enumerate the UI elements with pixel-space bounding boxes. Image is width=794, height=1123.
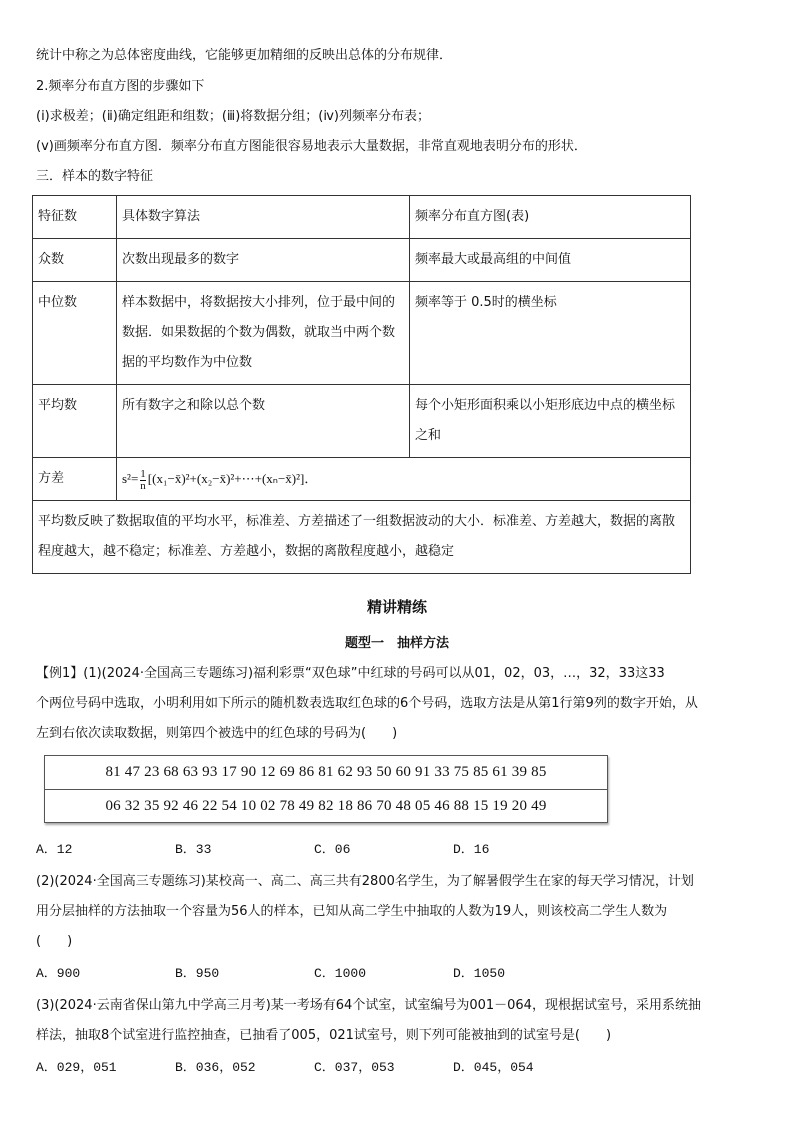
section-heading-3: 三．样本的数字特征 [36,169,154,184]
option-d: D．045，054 [453,1060,534,1075]
variance-formula [117,458,691,501]
feature-table [32,195,691,574]
table-header-cell: 具体数字算法 [117,196,410,239]
question-line: 【例1】(1)(2024·全国高三专题练习)福利彩票“双色球”中红球的号码可以从01，02，03，…，32，33这33 [36,666,665,681]
section-title: 精讲精练 [366,598,427,616]
table-cell: 方差 [33,458,117,501]
table-cell: 频率最大或最高组的中间值 [410,239,691,282]
table-cell: 中位数 [33,282,117,385]
table-footer-row [33,501,691,574]
formula-fraction [140,469,146,492]
table-cell: 次数出现最多的数字 [117,239,410,282]
question-line: 左到右依次读取数据，则第四个被选中的红色球的号码为( ) [36,726,398,741]
option-b: B．33 [175,842,212,857]
intro-line-3: (ⅰ)求极差；(ⅱ)确定组距和组数；(ⅲ)将数据分组；(ⅳ)列频率分布表； [36,109,430,124]
intro-line-2: 2.频率分布直方图的步骤如下 [36,79,205,94]
question-line: (2)(2024·全国高三专题练习)某校高一、高二、高三共有2800名学生，为了解暑假学生在家的每天学习情况，计划 [36,874,694,889]
question-line: (3)(2024·云南省保山第九中学高三月考)某一考场有64个试室，试室编号为001－064，现根据试室号，采用系统抽 [36,998,701,1013]
option-a: A．12 [36,842,73,857]
option-c: C．06 [314,842,351,857]
question-line: 样法，抽取8个试室进行监控抽查，已抽看了005，021试室号，则下列可能被抽到的试室号是( ) [36,1028,612,1043]
table-header-row [33,196,691,239]
answer-blank: ( ) [36,934,73,949]
option-a: A．900 [36,966,81,981]
table-footer-cell: 平均数反映了数据取值的平均水平，标准差、方差描述了一组数据波动的大小．标准差、方差越大，数据的离散程度越大，越不稳定；标准差、方差越小，数据的离散程度越小，越稳定 [33,501,691,574]
question-line: 个两位号码中选取，小明利用如下所示的随机数表选取红色球的6个号码，选取方法是从第1行第9列的数字开始，从 [36,696,698,711]
table-cell: 众数 [33,239,117,282]
option-c: C．1000 [314,966,367,981]
table-row [33,282,691,385]
table-cell: 样本数据中，将数据按大小排列，位于最中间的数据．如果数据的个数为偶数，就取当中两个数据的平均数作为中位数 [117,282,410,385]
intro-line-1: 统计中称之为总体密度曲线，它能够更加精细的反映出总体的分布规律． [36,48,453,63]
option-c: C．037，053 [314,1060,395,1075]
option-a: A．029，051 [36,1060,117,1075]
table-cell: 每个小矩形面积乘以小矩形底边中点的横坐标之和 [410,385,691,458]
random-number-table [44,755,608,823]
random-number-row: 81 47 23 68 63 93 17 90 12 69 86 81 62 93 50 60 91 33 75 85 61 39 85 [105,764,547,780]
option-d: D．16 [453,842,490,857]
option-d: D．1050 [453,966,506,981]
table-cell: 频率等于 0.5时的横坐标 [410,282,691,385]
random-number-row: 06 32 35 92 46 22 54 10 02 78 49 82 18 86 70 48 05 46 88 15 19 20 49 [45,789,607,823]
table-header-cell: 频率分布直方图(表) [410,196,691,239]
table-header-cell: 特征数 [33,196,117,239]
table-row [33,385,691,458]
table-cell: 所有数字之和除以总个数 [117,385,410,458]
option-b: B．950 [175,966,220,981]
intro-line-4: (ⅴ)画频率分布直方图．频率分布直方图能很容易地表示大量数据，非常直观地表明分布的形状． [36,139,587,154]
fraction-denominator: n [140,479,146,492]
question-line: 用分层抽样的方法抽取一个容量为56人的样本，已知从高二学生中抽取的人数为19人，则该校高二学生人数为 [36,904,668,919]
section-subtitle: 题型一 抽样方法 [344,636,449,651]
option-b: B．036，052 [175,1060,256,1075]
table-cell: 平均数 [33,385,117,458]
variance-row [33,458,691,501]
formula-rhs: [(x₁−x̄)²+(x₂−x̄)²+⋯+(xₙ−x̄)²]． [147,471,318,486]
table-row [33,239,691,282]
formula-lhs: s²= [122,471,139,486]
fraction-numerator: 1 [140,467,146,480]
